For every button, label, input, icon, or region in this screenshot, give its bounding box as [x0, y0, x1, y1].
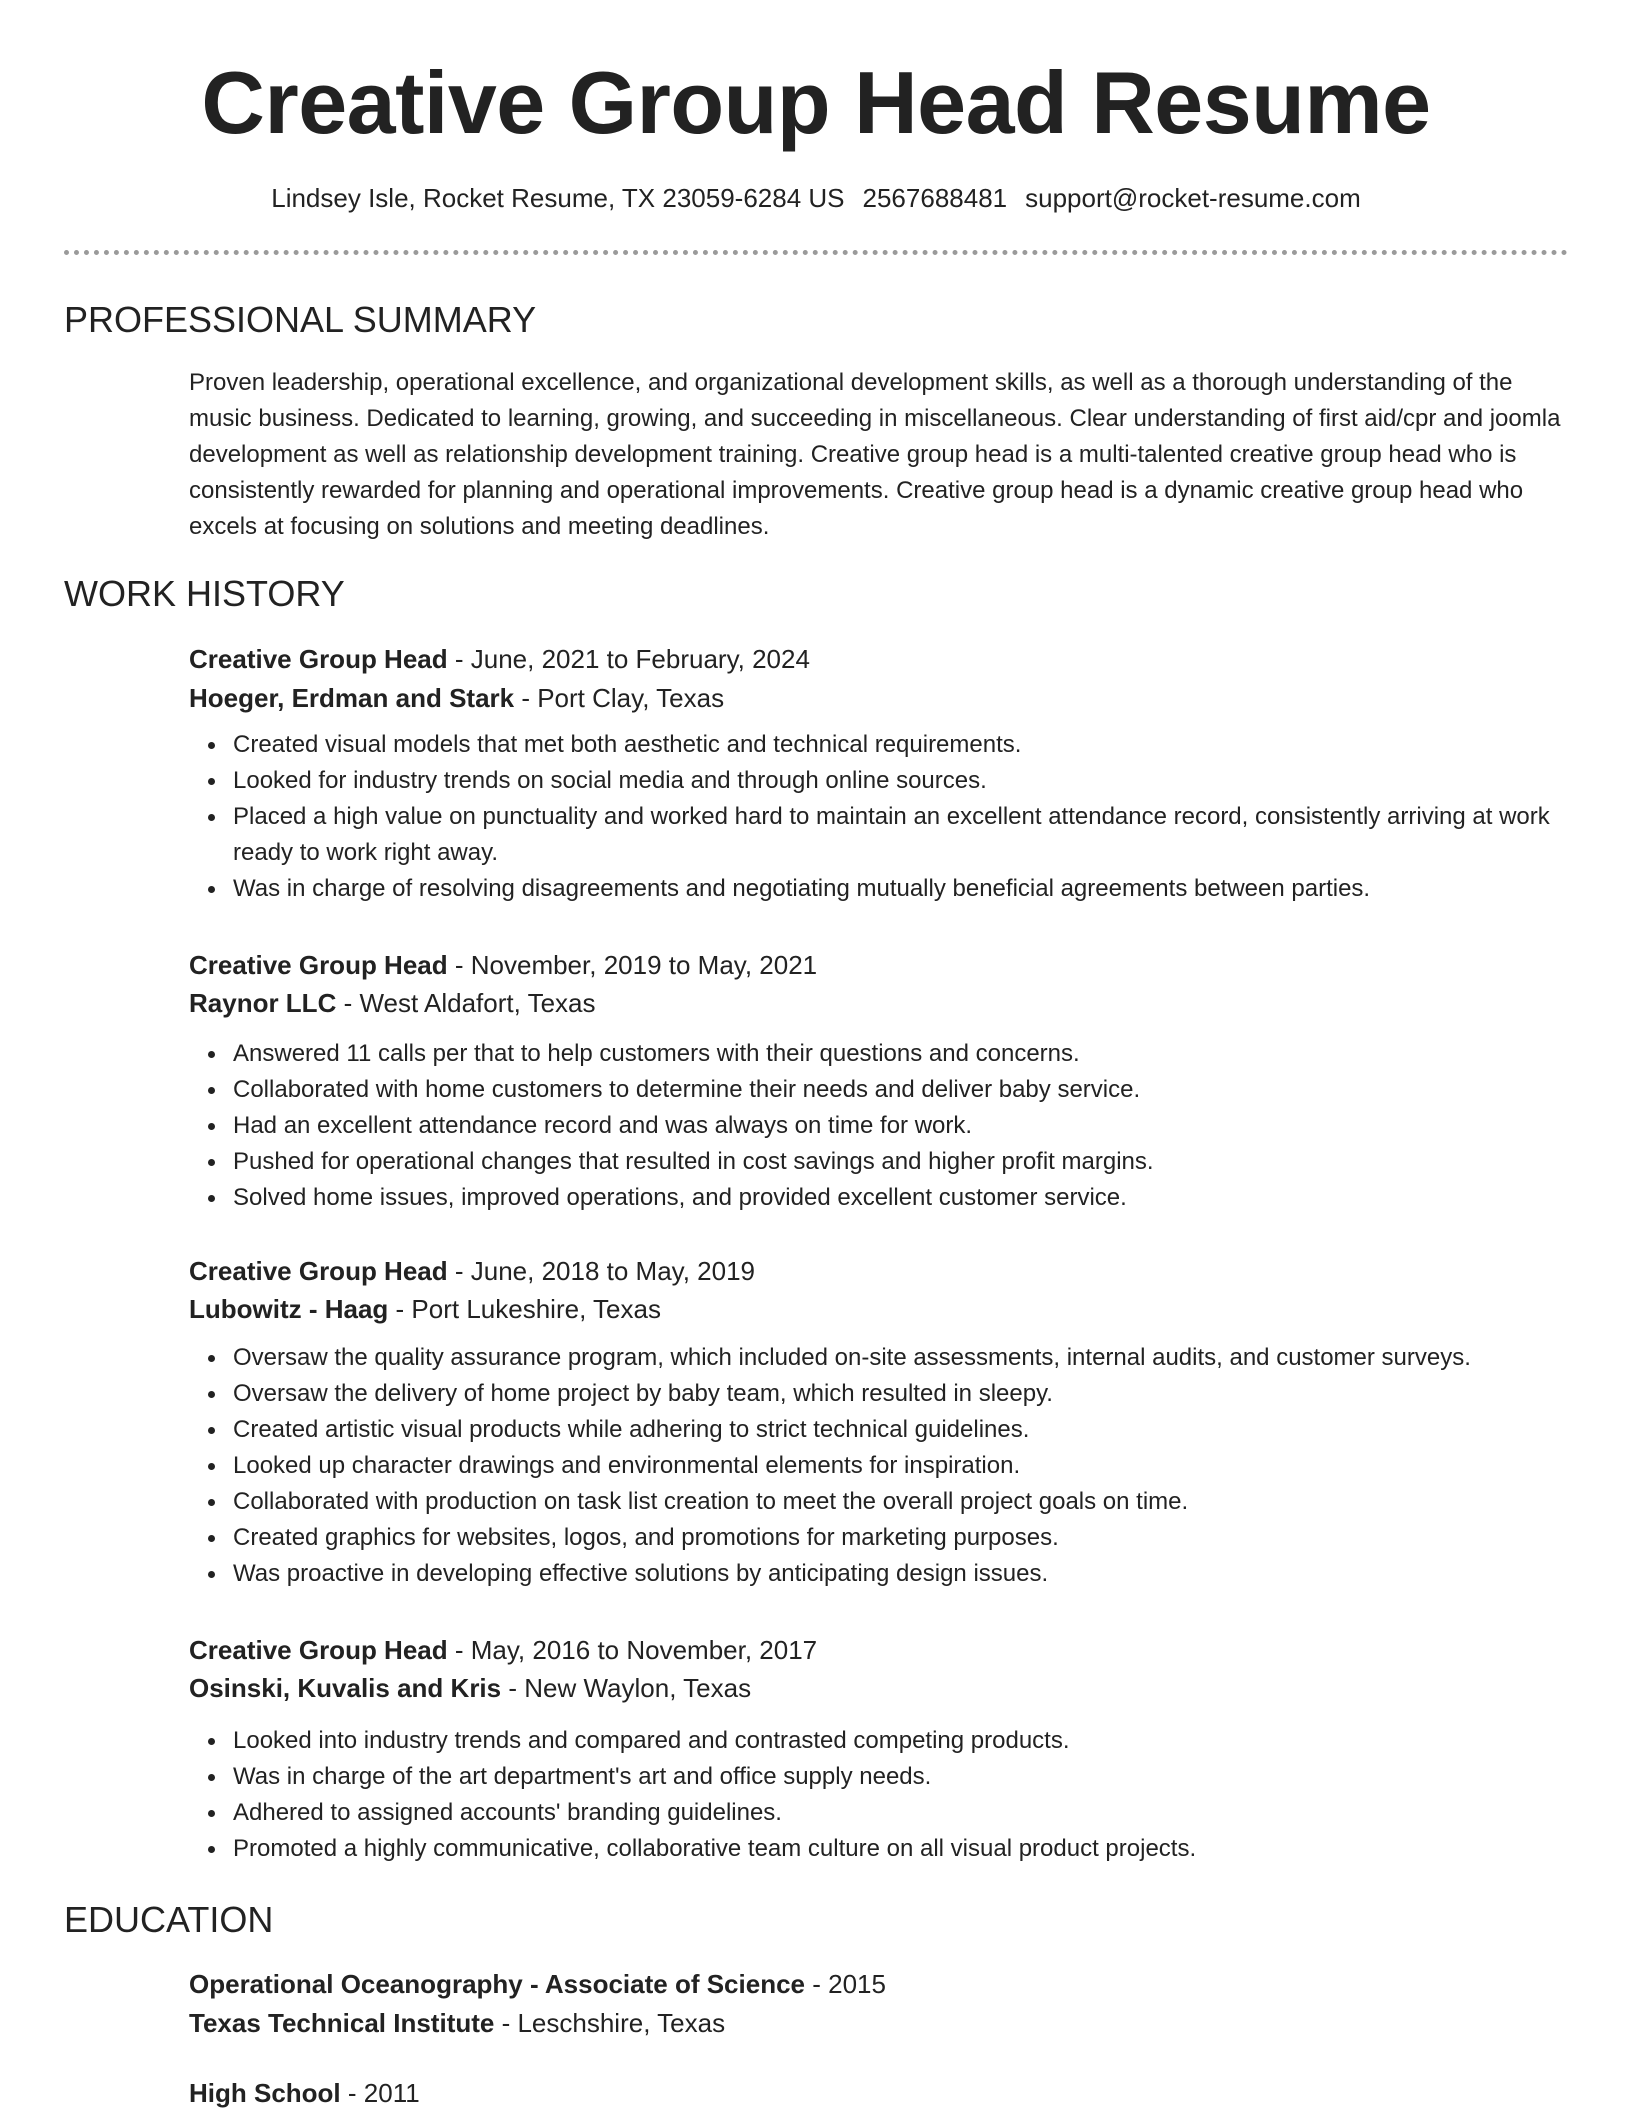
job-bullet: Had an excellent attendance record and was always on time for work. — [233, 1108, 1573, 1144]
job-title: Creative Group Head — [189, 1256, 448, 1286]
resume-title: Creative Group Head Resume — [201, 53, 1431, 152]
contact-phone: 2567688481 — [862, 183, 1008, 213]
education-school: Texas Technical Institute — [189, 2008, 495, 2038]
job-dates: - May, 2016 to November, 2017 — [447, 1635, 818, 1665]
education-school-line — [189, 2004, 725, 2042]
job-title-line — [189, 946, 817, 984]
job-company: Osinski, Kuvalis and Kris — [189, 1673, 502, 1703]
job-dates: - June, 2018 to May, 2019 — [447, 1256, 756, 1286]
job-bullet: Looked up character drawings and environmental elements for inspiration. — [233, 1448, 1573, 1484]
job-title: Creative Group Head — [189, 644, 448, 674]
job-bullets — [189, 1340, 1573, 1592]
education-degree-line — [189, 1965, 886, 2003]
job-company: Hoeger, Erdman and Stark — [189, 683, 515, 713]
education-location: - Leschshire, Texas — [494, 2008, 726, 2038]
job-location: - Port Lukeshire, Texas — [388, 1294, 661, 1324]
education-heading: EDUCATION — [64, 1899, 274, 1940]
job-company-line — [189, 679, 724, 717]
contact-address: Lindsey Isle, Rocket Resume, TX 23059-6284 US — [271, 183, 845, 213]
education-year: - 2015 — [805, 1969, 886, 1999]
job-company-line — [189, 1290, 661, 1328]
job-title: Creative Group Head — [189, 1635, 448, 1665]
job-bullet: Collaborated with production on task list creation to meet the overall project goals on time. — [233, 1484, 1573, 1520]
summary-heading: PROFESSIONAL SUMMARY — [64, 299, 537, 340]
job-title-line — [189, 640, 810, 678]
job-bullets — [189, 1723, 1573, 1867]
job-bullets — [189, 727, 1573, 907]
job-bullet: Collaborated with home customers to determine their needs and deliver baby service. — [233, 1072, 1573, 1108]
job-bullet: Looked into industry trends and compared and contrasted competing products. — [233, 1723, 1573, 1759]
education-degree: High School — [189, 2078, 341, 2108]
job-company: Lubowitz - Haag — [189, 1294, 389, 1324]
job-title-line — [189, 1252, 755, 1290]
job-company: Raynor LLC — [189, 988, 337, 1018]
job-location: - West Aldafort, Texas — [336, 988, 596, 1018]
education-year: - 2011 — [340, 2078, 420, 2108]
job-bullet: Created artistic visual products while adhering to strict technical guidelines. — [233, 1412, 1573, 1448]
job-bullet: Pushed for operational changes that resulted in cost savings and higher profit margins. — [233, 1144, 1573, 1180]
contact-email: support@rocket-resume.com — [1025, 183, 1361, 213]
job-bullets — [189, 1036, 1573, 1216]
job-bullet: Oversaw the delivery of home project by baby team, which resulted in sleepy. — [233, 1376, 1573, 1412]
job-bullet: Solved home issues, improved operations, and provided excellent customer service. — [233, 1180, 1573, 1216]
job-company-line — [189, 984, 596, 1022]
job-bullet: Adhered to assigned accounts' branding guidelines. — [233, 1795, 1573, 1831]
job-bullet: Placed a high value on punctuality and worked hard to maintain an excellent attendance record, consistently arriving at work ready to work right away. — [233, 799, 1573, 871]
summary-text: Proven leadership, operational excellence, and organizational development skills, as well as a thorough understanding of the music business. Dedicated to learning, growing, and succeeding in miscellaneous. Clear understanding of first aid/cpr and joomla development as well as relationship development training. Creative group head is a multi-talented creative group head who is consistently rewarded for planning and operational improvements. Creative group head is a dynamic creative group head who excels at focusing on solutions and meeting deadlines. — [189, 369, 1561, 540]
contact-line — [0, 180, 1632, 216]
job-bullet: Was in charge of the art department's art and office supply needs. — [233, 1759, 1573, 1795]
job-company-line — [189, 1669, 751, 1707]
job-dates: - November, 2019 to May, 2021 — [447, 950, 818, 980]
job-bullet: Was in charge of resolving disagreements and negotiating mutually beneficial agreements between parties. — [233, 871, 1573, 907]
job-bullet: Promoted a highly communicative, collaborative team culture on all visual product projects. — [233, 1831, 1573, 1867]
job-bullet: Was proactive in developing effective solutions by anticipating design issues. — [233, 1556, 1573, 1592]
job-bullet: Created visual models that met both aesthetic and technical requirements. — [233, 727, 1573, 763]
job-bullet: Answered 11 calls per that to help customers with their questions and concerns. — [233, 1036, 1573, 1072]
job-title-line — [189, 1631, 817, 1669]
job-bullet: Created graphics for websites, logos, and promotions for marketing purposes. — [233, 1520, 1573, 1556]
job-location: - New Waylon, Texas — [501, 1673, 752, 1703]
education-degree-line — [189, 2074, 420, 2112]
header-divider — [64, 250, 1568, 255]
job-bullet: Oversaw the quality assurance program, which included on-site assessments, internal audits, and customer surveys. — [233, 1340, 1573, 1376]
job-title: Creative Group Head — [189, 950, 448, 980]
education-degree: Operational Oceanography - Associate of Science — [189, 1969, 806, 1999]
work-history-heading: WORK HISTORY — [64, 573, 345, 614]
job-dates: - June, 2021 to February, 2024 — [447, 644, 810, 674]
job-location: - Port Clay, Texas — [514, 683, 725, 713]
job-bullet: Looked for industry trends on social media and through online sources. — [233, 763, 1573, 799]
